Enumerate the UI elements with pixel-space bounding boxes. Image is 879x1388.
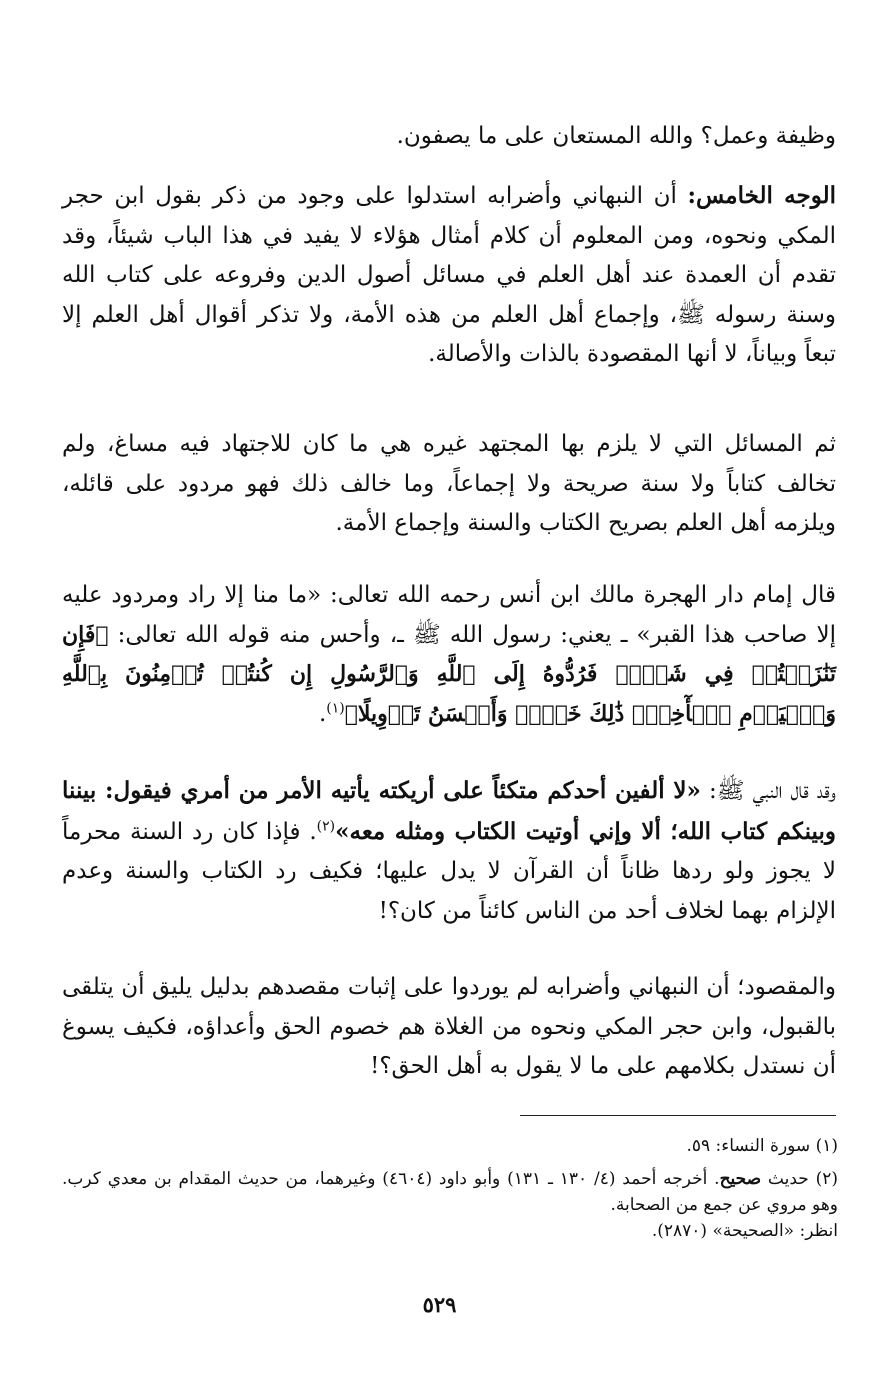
- paragraph-text: وظيفة وعمل؟ والله المستعان على ما يصفون.: [396, 123, 836, 149]
- quran-verse: ﴿فَإِن تَنَٰزَعۡتُمۡ فِي شَيۡءٖ فَرُدُّوهُ إِلَى ٱللَّهِ وَٱلرَّسُولِ إِن كُنتُمۡ تُؤۡمِنُونَ بِٱللَّهِ وَٱلۡيَوۡمِ ٱلۡأٓخِرِۚ ذَٰلِكَ خَيۡرٞ وَأَحۡسَنُ تَأۡوِيلًا﴾: [62, 621, 836, 727]
- page-number: ٥٢٩: [422, 1292, 457, 1317]
- paragraph-fifth-aspect: [62, 176, 836, 375]
- paragraph-text: ثم المسائل التي لا يلزم بها المجتهد غيره هي ما كان للاجتهاد فيه مساغ، ولم تخالف كتاباً ولا سنة صريحة ولا إجماعاً، وما خالف ذلك فهو مردود على قائله، ويلزمه أهل العلم بصريح الكتاب والسنة وإجماع الأمة.: [62, 431, 836, 537]
- footnote-separator: [520, 1115, 836, 1116]
- hadith-quote: «لا ألفين أحدكم متكئاً على أريكته يأتيه الأمر من أمري فيقول: بيننا وبينكم كتاب الله؛ ألا وإني أوتيت الكتاب ومثله معه»: [62, 777, 837, 845]
- paragraph-text: قال إمام دار الهجرة مالك ابن أنس رحمه الله تعالى: «ما منا إلا راد ومردود عليه إلا صاحب هذا القبر» ـ يعني: رسول الله ﷺ ـ، وأحس منه قوله الله تعالى:: [62, 582, 836, 648]
- footnote-lead: (٢) حديث: [761, 1169, 839, 1189]
- footnote-text: . أخرجه أحمد (٤/ ١٣٠ ـ ١٣١) وأبو داود (٤٦٠٤) وغيرهما، من حديث المقدام بن معدي كرب. وهو مروي عن جمع من الصحابة.: [62, 1169, 838, 1215]
- footnote-see-also: انظر: «الصحيحة» (٢٨٧٠).: [651, 1221, 838, 1241]
- paragraph-end: .: [318, 700, 327, 727]
- section-heading: الوجه الخامس:: [687, 182, 836, 209]
- paragraph-continuation: [62, 117, 836, 157]
- paragraph-ijtihad-issues: [62, 425, 836, 544]
- paragraph-imam-malik: [62, 576, 836, 734]
- footnote-grade: صحيح: [719, 1169, 762, 1189]
- footnote-text: (١) سورة النساء: ٥٩.: [686, 1136, 838, 1156]
- paragraph-hadith: [62, 771, 836, 931]
- paragraph-text-continued: . فإذا كان رد السنة محرماً لا يجوز ولو ردها ظاناً أن القرآن لا يدل عليها؛ فكيف رد الكتاب والسنة وعدم الإلزام بهما لخلاف أحد من الناس كائناً من كان؟!: [62, 818, 836, 924]
- paragraph-text: والمقصود؛ أن النبهاني وأضرابه لم يوردوا على إثبات مقصدهم بدليل يليق أن يتلقى بالقبول، وابن حجر المكي ونحوه من الغلاة هم خصوم الحق وأعداؤه، فكيف يسوغ أن نستدل بكلامهم على ما لا يقول به أهل الحق؟!: [62, 974, 836, 1080]
- footnote-1: [62, 1133, 838, 1159]
- footnote-ref-1[interactable]: (١): [326, 700, 345, 717]
- footnote-2: [62, 1166, 838, 1244]
- paragraph-conclusion: [62, 968, 836, 1087]
- paragraph-text: وقد قال النبي ﷺ:: [700, 778, 837, 804]
- paragraph-text: أن النبهاني وأضرابه استدلوا على وجود من ذكر بقول ابن حجر المكي ونحوه، ومن المعلوم أن كلام أمثال هؤلاء لا يفيد في هذا الباب شيئاً، وقد تقدم أن العمدة عند أهل العلم في مسائل أصول الدين وفروعه على كتاب الله وسنة رسوله ﷺ، وإجماع أهل العلم من هذه الأمة، ولا تذكر أقوال أهل العلم إلا تبعاً وبياناً، لا أنها المقصودة بالذات والأصالة.: [62, 183, 836, 368]
- footnote-ref-2[interactable]: (٢): [316, 817, 336, 834]
